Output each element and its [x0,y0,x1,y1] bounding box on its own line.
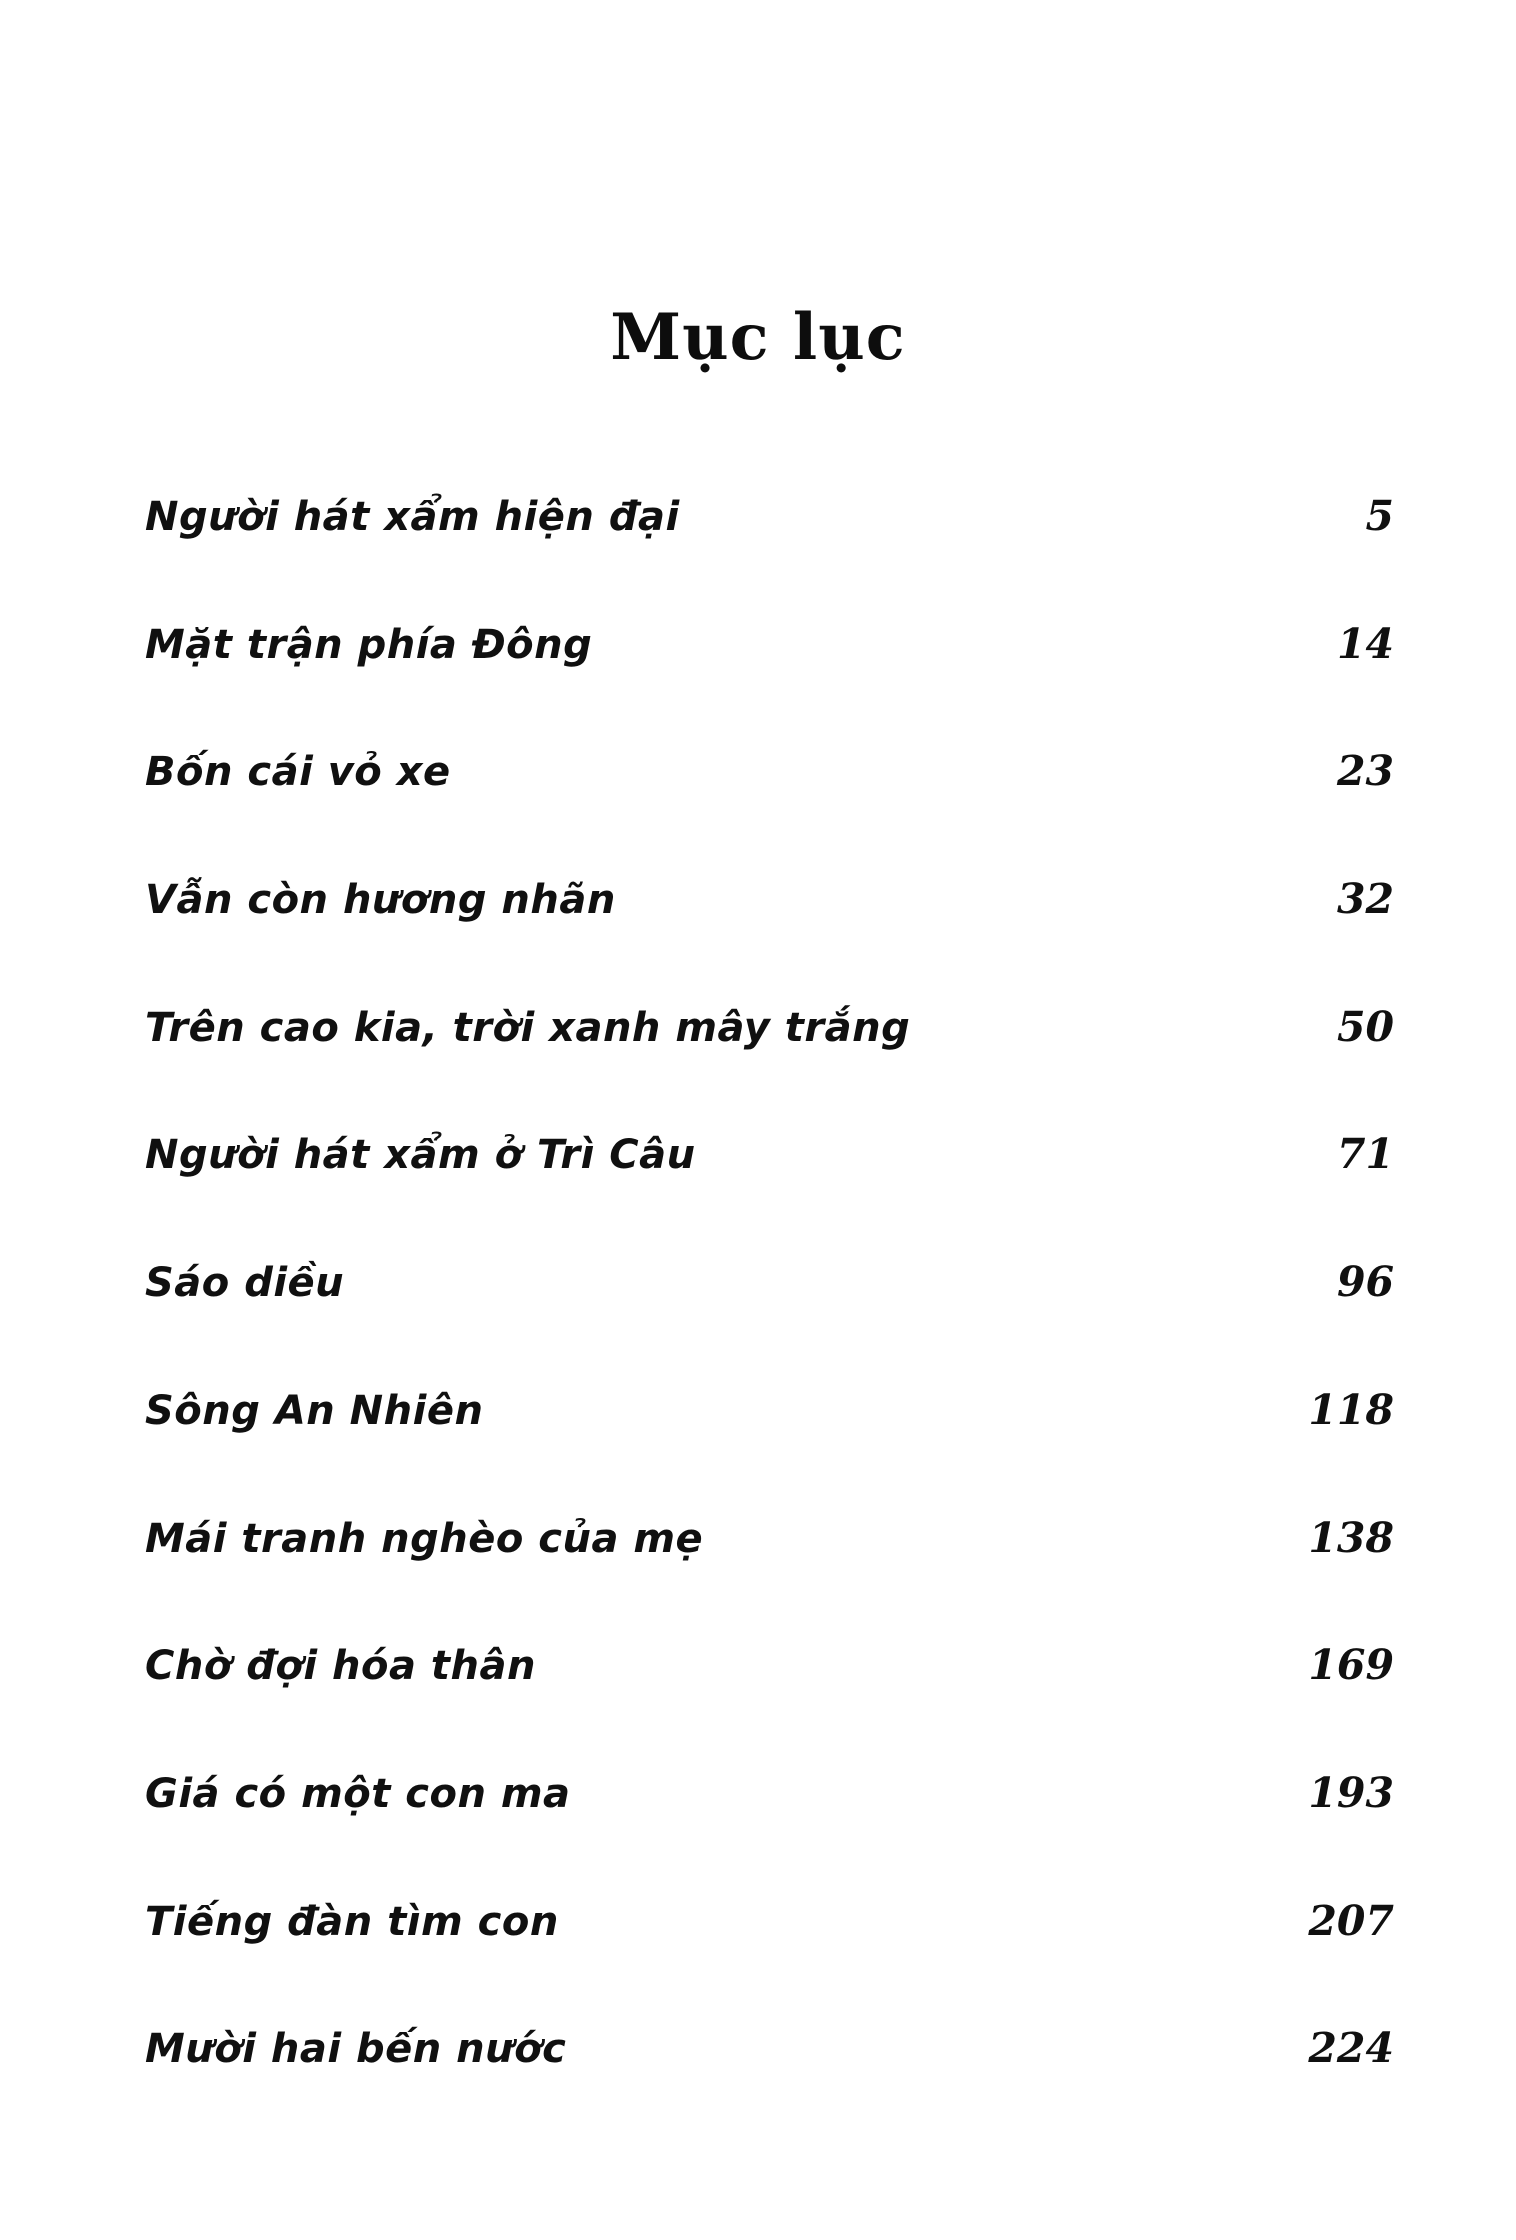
toc-entry-page: 96 [1336,1258,1394,1307]
toc-entry [145,1641,1394,1769]
toc-entry-title: Mái tranh nghèo của mẹ [145,1515,704,1562]
toc-entry [145,1897,1394,2025]
toc-entry-title: Vẫn còn hương nhãn [145,877,616,924]
toc-entry-page: 193 [1308,1768,1394,1817]
toc-entry [145,1514,1394,1642]
toc-entry-page: 138 [1308,1513,1394,1562]
toc-entry-title: Sông An Nhiên [145,1387,484,1434]
toc-entry-title: Mặt trận phía Đông [145,621,593,668]
toc-entry-page: 71 [1336,1130,1394,1179]
toc-entry-page: 32 [1336,875,1394,924]
toc-entry [145,1386,1394,1514]
toc-entry-title: Sáo diều [145,1260,345,1307]
toc-entry-title: Người hát xẩm ở Trì Câu [145,1132,696,1179]
toc-entry-page: 14 [1336,619,1394,668]
toc-entry-title: Người hát xẩm hiện đại [145,494,680,540]
toc-entry [145,620,1394,748]
toc-entry-title: Chờ đợi hóa thân [145,1643,536,1690]
toc-entry [145,1769,1394,1897]
toc-entry [145,875,1394,1003]
toc-entry-page: 169 [1308,1641,1394,1690]
toc-entry-page: 23 [1336,747,1394,796]
toc-entry [145,1003,1394,1131]
toc-entry-title: Giá có một con ma [145,1770,571,1817]
toc-entry-title: Bốn cái vỏ xe [145,749,451,796]
toc-entry-page: 5 [1365,492,1394,540]
toc-entry [145,1258,1394,1386]
toc-entry [145,2024,1394,2152]
toc-list [145,492,1394,2152]
toc-entry [145,1130,1394,1258]
toc-entry-page: 207 [1308,1896,1394,1945]
toc-entry-title: Trên cao kia, trời xanh mây trắng [145,1004,911,1051]
toc-entry-page: 50 [1336,1002,1394,1051]
toc-entry-page: 118 [1308,1385,1394,1434]
page-title: Mục lục [610,300,906,375]
toc-entry-title: Tiếng đàn tìm con [145,1898,559,1945]
toc-entry [145,747,1394,875]
toc-entry [145,492,1394,620]
toc-entry-title: Mười hai bến nước [145,2026,567,2073]
toc-entry-page: 224 [1308,2024,1394,2073]
